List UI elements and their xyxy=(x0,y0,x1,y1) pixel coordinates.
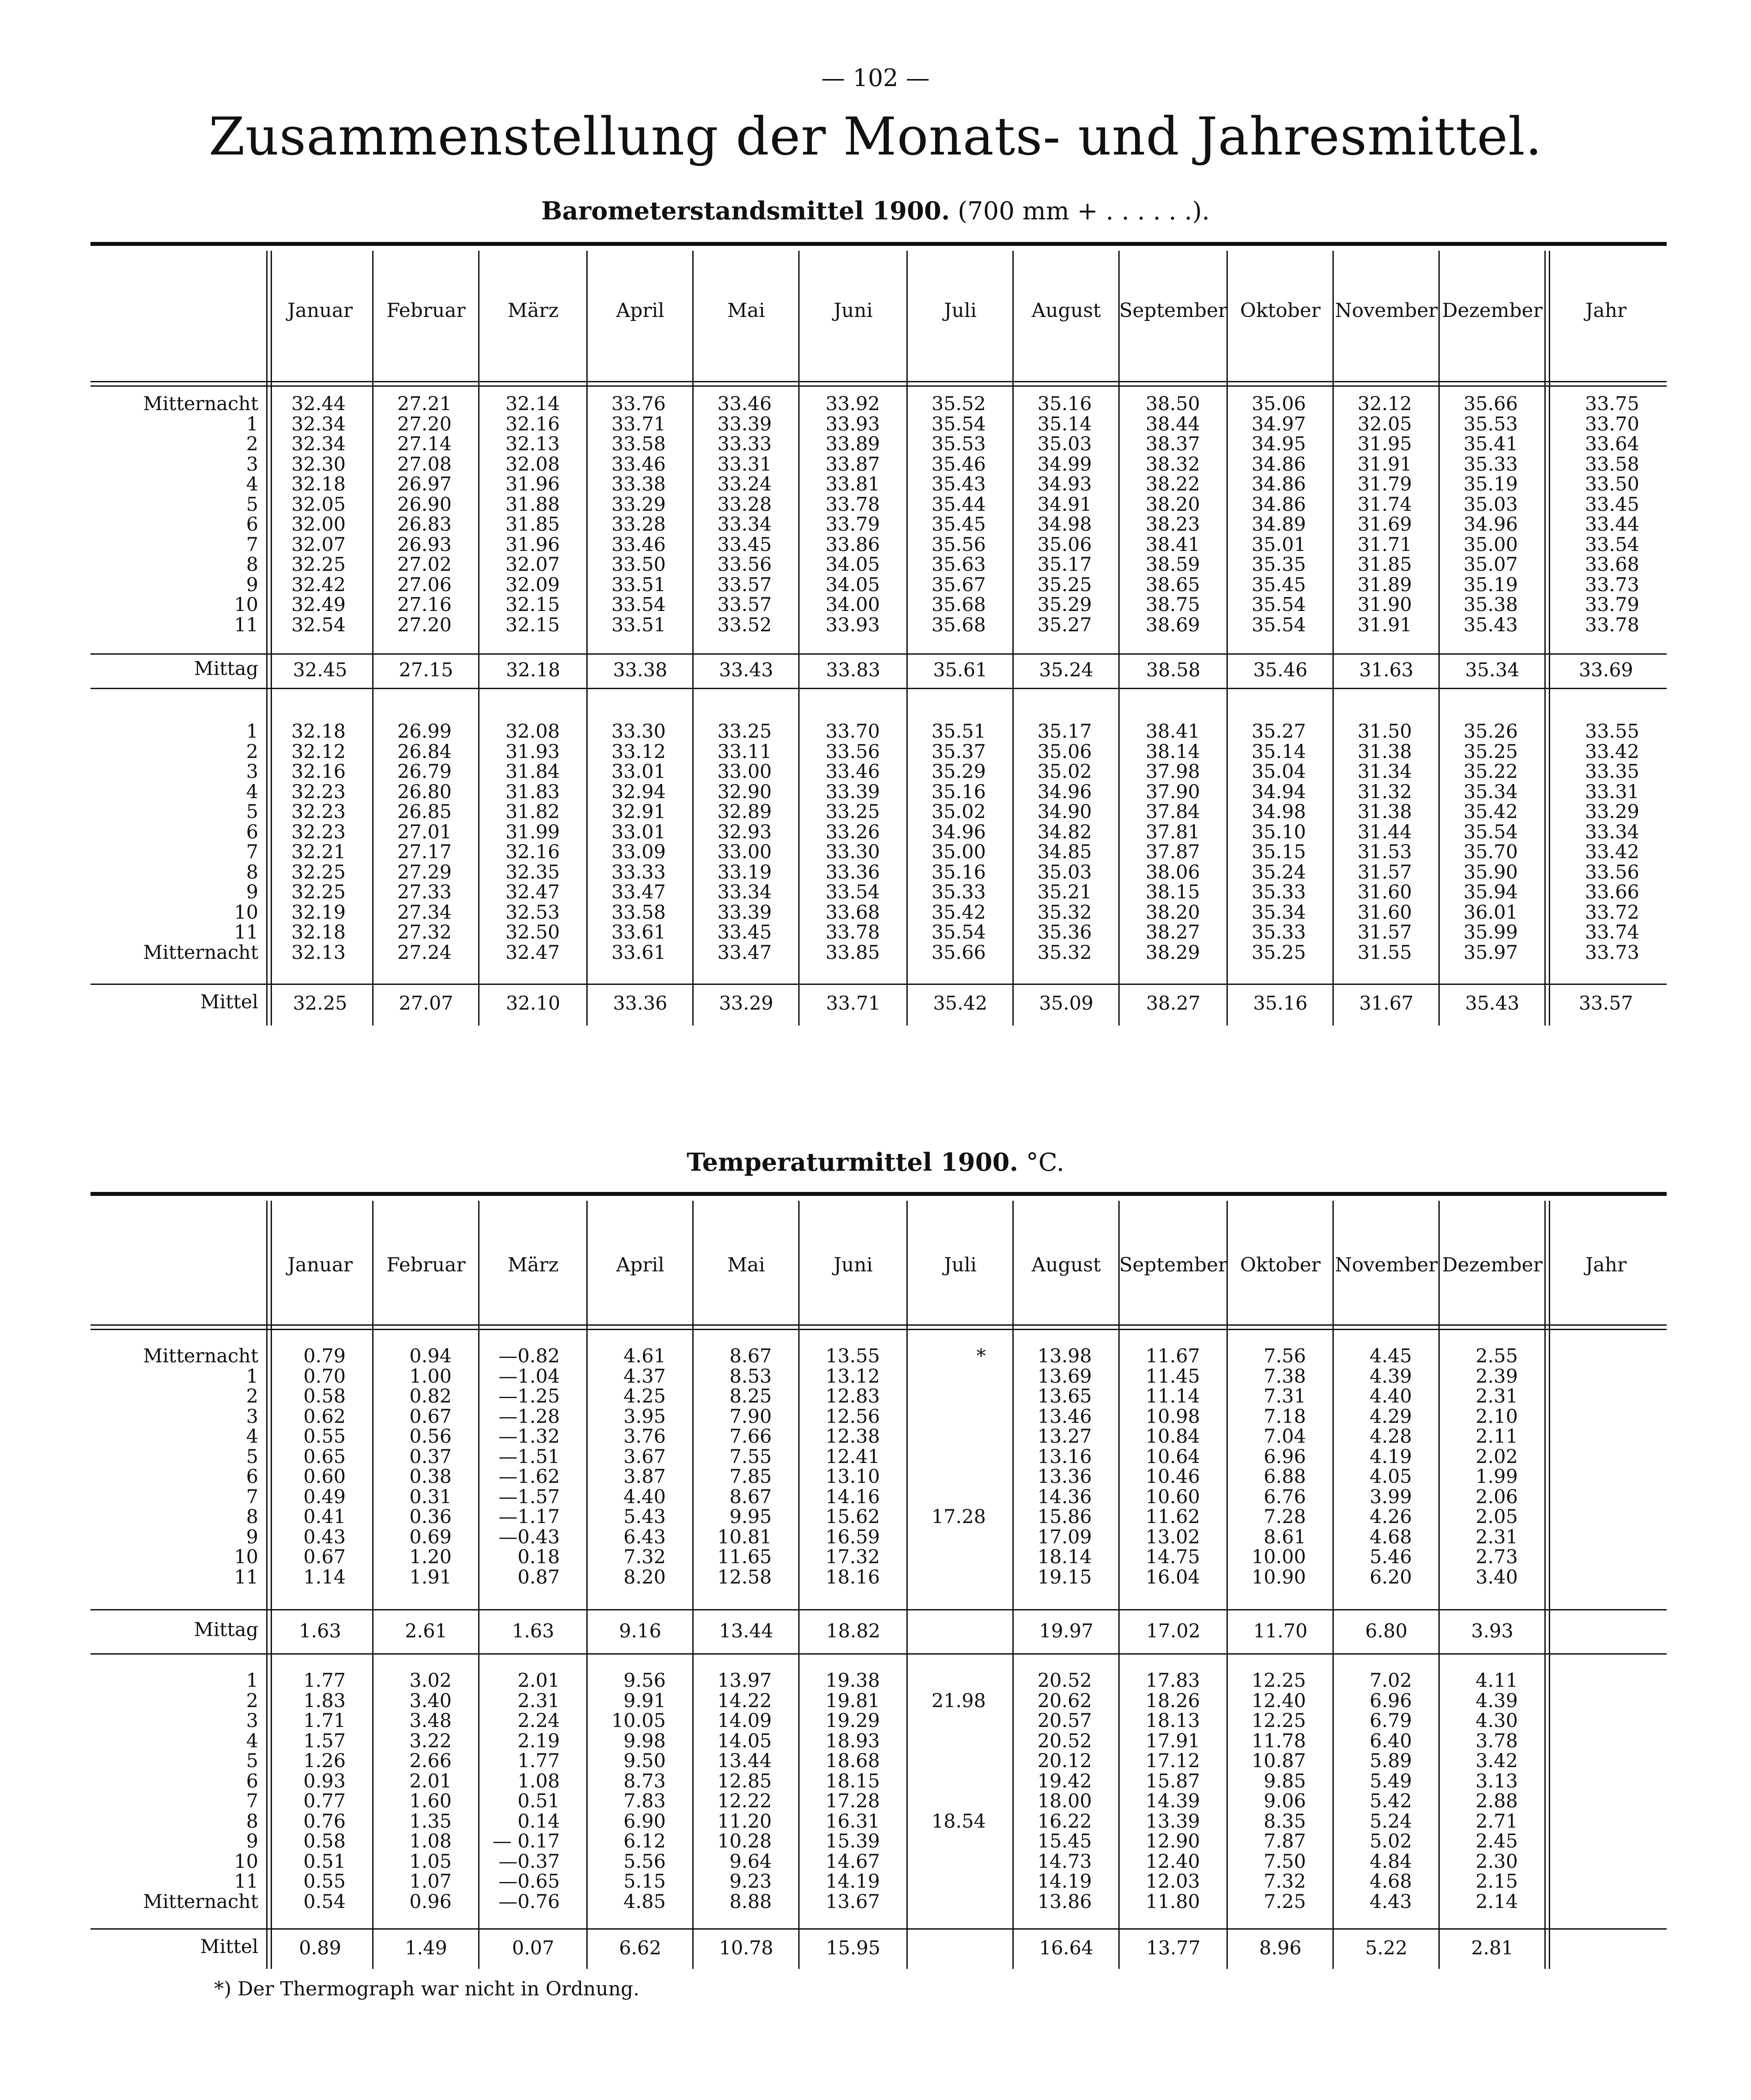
baro-heading-title: Barometerstandsmittel 1900. xyxy=(541,196,950,226)
mean-value: 0.07 xyxy=(512,1937,555,1959)
mean-value: 35.43 xyxy=(1465,992,1520,1014)
value-column-pm: 35.51 35.37 35.29 35.16 35.02 34.96 35.00 35.16 35.33 35.42 35.54 35.66 xyxy=(931,720,986,964)
month-header: Januar xyxy=(287,1254,353,1276)
value-column-am: 33.75 33.70 33.64 33.58 33.50 33.45 33.44 33.54 33.68 33.73 33.79 33.78 xyxy=(1585,393,1639,636)
value-column-pm: 2.01 2.31 2.24 2.19 1.77 1.08 0.51 0.14 — 0.17 —0.37 —0.65 —0.76 xyxy=(492,1670,560,1913)
value-column-am: 33.46 33.39 33.33 33.31 33.24 33.28 33.34 33.45 33.56 33.57 33.57 33.52 xyxy=(717,393,772,636)
noon-rule-top xyxy=(91,653,1667,655)
value-column-am: 35.52 35.54 35.53 35.46 35.43 35.44 35.45 35.56 35.63 35.67 35.68 35.68 xyxy=(931,393,986,636)
noon-value: 1.63 xyxy=(512,1620,555,1642)
value-column-pm: 21.98 18.54 xyxy=(931,1689,986,1832)
noon-value: 32.18 xyxy=(506,659,561,681)
value-column-am: 11.67 11.45 11.14 10.98 10.84 10.64 10.46 10.60 11.62 13.02 14.75 16.04 xyxy=(1145,1345,1200,1588)
month-header: November xyxy=(1335,1254,1438,1276)
hour-labels-pm: 1 2 3 4 5 6 7 8 9 10 11 Mitternacht xyxy=(143,720,258,964)
mean-value: 32.10 xyxy=(506,992,561,1014)
value-column-am: 35.06 34.97 34.95 34.86 34.86 34.86 34.89 35.01 35.35 35.45 35.54 35.54 xyxy=(1251,393,1306,636)
mean-value: 8.96 xyxy=(1259,1937,1302,1959)
month-header: April xyxy=(616,1254,664,1276)
month-header: September xyxy=(1119,1254,1228,1276)
noon-value: 33.43 xyxy=(719,659,774,681)
mean-value: 15.95 xyxy=(826,1937,881,1959)
mean-value: 33.71 xyxy=(826,992,881,1014)
month-header: Jahr xyxy=(1585,299,1627,322)
value-column-am: 27.21 27.20 27.14 27.08 26.97 26.90 26.83 26.93 27.02 27.06 27.16 27.20 xyxy=(397,393,452,636)
value-column-am: 13.98 13.69 13.65 13.46 13.27 13.16 13.36 14.36 15.86 17.09 18.14 19.15 xyxy=(1037,1345,1092,1588)
noon-value: 33.69 xyxy=(1578,659,1634,681)
value-column-pm: 32.18 32.12 32.16 32.23 32.23 32.23 32.21 32.25 32.25 32.19 32.18 32.13 xyxy=(291,720,346,964)
temp-heading xyxy=(0,1148,1751,1177)
month-header: Januar xyxy=(287,299,353,322)
value-column-pm: 17.83 18.26 18.13 17.91 17.12 15.87 14.39 13.39 12.90 12.40 12.03 11.80 xyxy=(1145,1670,1200,1913)
noon-value: 19.97 xyxy=(1039,1620,1094,1642)
mean-value: 32.25 xyxy=(293,992,347,1014)
value-column-pm xyxy=(1545,1671,1639,1892)
noon-value: 6.80 xyxy=(1365,1620,1408,1642)
top-rule xyxy=(91,1192,1667,1196)
month-header: August xyxy=(1031,299,1101,322)
noon-value: 33.83 xyxy=(826,659,881,681)
month-header: Oktober xyxy=(1240,299,1321,322)
month-header: April xyxy=(616,299,664,322)
value-column-pm: 32.08 31.93 31.84 31.83 31.82 31.99 32.16 32.35 32.47 32.53 32.50 32.47 xyxy=(505,720,560,964)
value-column-pm: 1.77 1.83 1.71 1.57 1.26 0.93 0.77 0.76 0.58 0.51 0.55 0.54 xyxy=(303,1670,346,1913)
month-header: Mai xyxy=(727,299,765,322)
noon-value: 38.58 xyxy=(1146,659,1201,681)
month-header: Dezember xyxy=(1442,299,1543,322)
value-column-am: 33.76 33.71 33.58 33.46 33.38 33.29 33.28 33.46 33.50 33.51 33.54 33.51 xyxy=(611,393,666,636)
mean-value: 2.81 xyxy=(1471,1937,1513,1959)
value-column-pm: 35.17 35.06 35.02 34.96 34.90 34.82 34.85 35.03 35.21 35.32 35.36 35.32 xyxy=(1037,720,1092,964)
mean-value: 10.78 xyxy=(719,1937,774,1959)
temperature-table xyxy=(91,1192,1667,1969)
baro-heading-unit: (700 mm + . . . . . .). xyxy=(958,197,1210,226)
month-header: September xyxy=(1119,299,1228,322)
mean-value: 38.27 xyxy=(1146,992,1201,1014)
noon-label: Mittag xyxy=(194,658,258,680)
value-column-am: 38.50 38.44 38.37 38.32 38.22 38.20 38.23 38.41 38.59 38.65 38.75 38.69 xyxy=(1145,393,1200,636)
month-header: Februar xyxy=(386,299,466,322)
header-rule-2 xyxy=(91,1329,1667,1330)
mean-value: 13.77 xyxy=(1146,1937,1201,1959)
noon-value: 18.82 xyxy=(826,1620,881,1642)
temp-heading-title: Temperaturmittel 1900. xyxy=(687,1148,1019,1177)
value-column-am: 35.66 35.53 35.41 35.33 35.19 35.03 34.96 35.00 35.07 35.19 35.38 35.43 xyxy=(1463,393,1518,636)
mean-value: 33.29 xyxy=(719,992,774,1014)
noon-value: 33.38 xyxy=(613,659,668,681)
value-column-am: 13.55 13.12 12.83 12.56 12.38 12.41 13.10 14.16 15.62 16.59 17.32 18.16 xyxy=(825,1345,880,1588)
value-column-am: 0.94 1.00 0.82 0.67 0.56 0.37 0.38 0.31 0.36 0.69 1.20 1.91 xyxy=(409,1345,452,1588)
value-column-am: * 17.28 xyxy=(931,1345,986,1528)
noon-value: 32.45 xyxy=(293,659,347,681)
month-header: November xyxy=(1335,299,1438,322)
value-column-am: 35.16 35.14 35.03 34.99 34.93 34.91 34.98 35.06 35.17 35.25 35.29 35.27 xyxy=(1037,393,1092,636)
month-header: Mai xyxy=(727,1254,765,1276)
mean-value: 0.89 xyxy=(299,1937,341,1959)
noon-value: 35.24 xyxy=(1039,659,1094,681)
month-header: Juli xyxy=(943,1254,977,1276)
noon-value: 11.70 xyxy=(1253,1620,1308,1642)
month-header: Juni xyxy=(834,1254,873,1276)
noon-rule-bottom xyxy=(91,688,1667,689)
header-rule xyxy=(91,381,1667,382)
noon-value: 17.02 xyxy=(1146,1620,1201,1642)
month-header: Februar xyxy=(386,1254,466,1276)
value-column-pm: 35.27 35.14 35.04 34.94 34.98 35.10 35.15 35.24 35.33 35.34 35.33 35.25 xyxy=(1251,720,1306,964)
value-column-pm: 19.38 19.81 19.29 18.93 18.68 18.15 17.28 16.31 15.39 14.67 14.19 13.67 xyxy=(825,1670,880,1913)
value-column-am: 32.14 32.16 32.13 32.08 31.96 31.88 31.85 31.96 32.07 32.09 32.15 32.15 xyxy=(505,393,560,636)
footnote: *) Der Thermograph war nicht in Ordnung. xyxy=(214,1978,640,2000)
noon-value: 27.15 xyxy=(399,659,453,681)
temp-heading-unit: °C. xyxy=(1026,1148,1064,1177)
mean-value: 27.07 xyxy=(399,992,453,1014)
value-column-am: 0.79 0.70 0.58 0.62 0.55 0.65 0.60 0.49 0.41 0.43 0.67 1.14 xyxy=(303,1345,346,1588)
month-header: März xyxy=(507,1254,559,1276)
month-header: Oktober xyxy=(1240,1254,1321,1276)
value-column-am xyxy=(1545,1346,1639,1568)
value-column-am: 33.92 33.93 33.89 33.87 33.81 33.78 33.79 33.86 34.05 34.05 34.00 33.93 xyxy=(825,393,880,636)
noon-value: 2.61 xyxy=(405,1620,447,1642)
noon-label: Mittag xyxy=(194,1619,258,1641)
noon-value: 9.16 xyxy=(619,1620,661,1642)
value-column-am: 4.61 4.37 4.25 3.95 3.76 3.67 3.87 4.40 5.43 6.43 7.32 8.20 xyxy=(623,1345,666,1588)
mean-rule xyxy=(91,984,1667,985)
value-column-am: 32.44 32.34 32.34 32.30 32.18 32.05 32.00 32.07 32.25 32.42 32.49 32.54 xyxy=(291,393,346,636)
mean-value: 5.22 xyxy=(1365,1937,1408,1959)
month-header: Juli xyxy=(943,299,977,322)
value-column-pm: 33.25 33.11 33.00 32.90 32.89 32.93 33.00 33.19 33.34 33.39 33.45 33.47 xyxy=(717,720,772,964)
mean-value: 31.67 xyxy=(1359,992,1414,1014)
month-header: Juni xyxy=(834,299,873,322)
value-column-pm: 3.02 3.40 3.48 3.22 2.66 2.01 1.60 1.35 1.08 1.05 1.07 0.96 xyxy=(409,1670,452,1913)
header-rule-2 xyxy=(91,385,1667,387)
noon-value: 31.63 xyxy=(1359,659,1414,681)
page-number: — 102 — xyxy=(821,64,930,92)
hour-labels-am: Mitternacht 1 2 3 4 5 6 7 8 9 10 11 xyxy=(143,393,258,636)
mean-value: 33.36 xyxy=(613,992,668,1014)
mean-label: Mittel xyxy=(200,1936,258,1958)
barometer-table xyxy=(91,242,1667,1025)
month-header: Jahr xyxy=(1585,1254,1627,1276)
top-rule xyxy=(91,242,1667,246)
noon-value: 35.46 xyxy=(1253,659,1308,681)
value-column-pm: 33.70 33.56 33.46 33.39 33.25 33.26 33.30 33.36 33.54 33.68 33.78 33.85 xyxy=(825,720,880,964)
value-column-pm: 26.99 26.84 26.79 26.80 26.85 27.01 27.17 27.29 27.33 27.34 27.32 27.24 xyxy=(397,720,452,964)
baro-heading xyxy=(0,196,1751,226)
value-column-am: 8.67 8.53 8.25 7.90 7.66 7.55 7.85 8.67 9.95 10.81 11.65 12.58 xyxy=(717,1345,772,1588)
value-column-pm: 20.52 20.62 20.57 20.52 20.12 19.42 18.00 16.22 15.45 14.73 14.19 13.86 xyxy=(1037,1670,1092,1913)
value-column-pm: 12.25 12.40 12.25 11.78 10.87 9.85 9.06 8.35 7.87 7.50 7.32 7.25 xyxy=(1251,1670,1306,1913)
month-header: August xyxy=(1031,1254,1101,1276)
noon-value: 3.93 xyxy=(1471,1620,1513,1642)
value-column-am: 2.55 2.39 2.31 2.10 2.11 2.02 1.99 2.06 2.05 2.31 2.73 3.40 xyxy=(1476,1345,1518,1588)
mean-value: 1.49 xyxy=(405,1937,447,1959)
mean-rule xyxy=(91,1928,1667,1930)
value-column-pm: 13.97 14.22 14.09 14.05 13.44 12.85 12.22 11.20 10.28 9.64 9.23 8.88 xyxy=(717,1670,772,1913)
noon-rule-top xyxy=(91,1609,1667,1610)
page-title: Zusammenstellung der Monats- und Jahresmittel. xyxy=(208,106,1543,167)
mean-value: 35.09 xyxy=(1039,992,1094,1014)
noon-value: 13.44 xyxy=(719,1620,774,1642)
value-column-pm: 38.41 38.14 37.98 37.90 37.84 37.81 37.87 38.06 38.15 38.20 38.27 38.29 xyxy=(1145,720,1200,964)
month-header: März xyxy=(507,299,559,322)
value-column-am: 32.12 32.05 31.95 31.91 31.79 31.74 31.69 31.71 31.85 31.89 31.90 31.91 xyxy=(1357,393,1412,636)
value-column-pm: 35.26 35.25 35.22 35.34 35.42 35.54 35.70 35.90 35.94 36.01 35.99 35.97 xyxy=(1463,720,1518,964)
mean-value: 35.42 xyxy=(933,992,988,1014)
value-column-pm: 7.02 6.96 6.79 6.40 5.89 5.49 5.42 5.24 5.02 4.84 4.68 4.43 xyxy=(1370,1670,1412,1913)
value-column-pm: 33.30 33.12 33.01 32.94 32.91 33.01 33.09 33.33 33.47 33.58 33.61 33.61 xyxy=(611,720,666,964)
header-rule xyxy=(91,1324,1667,1326)
value-column-pm: 4.11 4.39 4.30 3.78 3.42 3.13 2.88 2.71 2.45 2.30 2.15 2.14 xyxy=(1476,1670,1518,1913)
value-column-am: —0.82 —1.04 —1.25 —1.28 —1.32 —1.51 —1.62 —1.57 —1.17 —0.43 0.18 0.87 xyxy=(498,1345,560,1588)
mean-value: 35.16 xyxy=(1253,992,1308,1014)
mean-value: 33.57 xyxy=(1578,992,1634,1014)
value-column-pm: 31.50 31.38 31.34 31.32 31.38 31.44 31.53 31.57 31.60 31.60 31.57 31.55 xyxy=(1357,720,1412,964)
hour-labels-pm: 1 2 3 4 5 6 7 8 9 10 11 Mitternacht xyxy=(143,1670,258,1913)
noon-value: 1.63 xyxy=(299,1620,341,1642)
noon-value: 35.34 xyxy=(1465,659,1520,681)
value-column-pm: 33.55 33.42 33.35 33.31 33.29 33.34 33.42 33.56 33.66 33.72 33.74 33.73 xyxy=(1585,720,1639,964)
noon-value: 35.61 xyxy=(933,659,988,681)
hour-labels-am: Mitternacht 1 2 3 4 5 6 7 8 9 10 11 xyxy=(143,1345,258,1588)
month-header: Dezember xyxy=(1442,1254,1543,1276)
noon-rule-bottom xyxy=(91,1653,1667,1655)
mean-label: Mittel xyxy=(200,991,258,1013)
value-column-pm: 9.56 9.91 10.05 9.98 9.50 8.73 7.83 6.90 6.12 5.56 5.15 4.85 xyxy=(611,1670,666,1913)
mean-value: 16.64 xyxy=(1039,1937,1094,1959)
value-column-am: 4.45 4.39 4.40 4.29 4.28 4.19 4.05 3.99 4.26 4.68 5.46 6.20 xyxy=(1370,1345,1412,1588)
value-column-am: 7.56 7.38 7.31 7.18 7.04 6.96 6.88 6.76 7.28 8.61 10.00 10.90 xyxy=(1251,1345,1306,1588)
mean-value: 6.62 xyxy=(619,1937,661,1959)
